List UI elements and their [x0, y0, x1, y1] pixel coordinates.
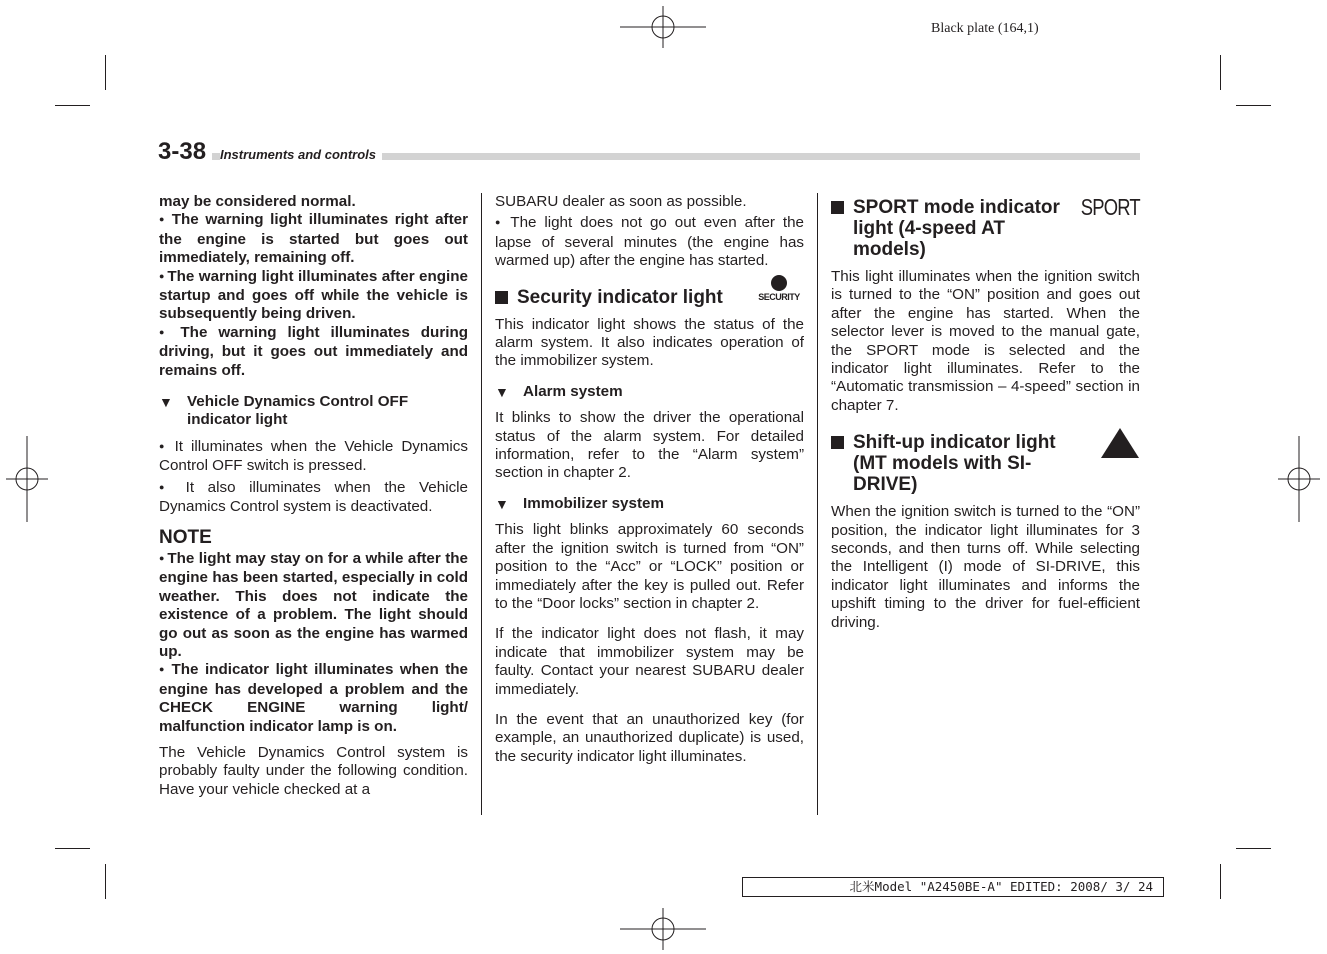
bullet-item: ● The light does not go out even after the lapse of several minutes (the engine has warmed up) after the engine has started. — [495, 214, 804, 270]
paragraph: If the indicator light does not flash, it may indicate that immobilizer system may be faulty. Contact your nearest SUBARU dealer immediately. — [495, 625, 804, 698]
security-indicator-icon: SECURITY — [754, 275, 804, 303]
bullet-item: ● It also illuminates when the Vehicle Dynamics Control system is deactivated. — [159, 479, 468, 517]
column-divider — [817, 193, 818, 815]
note-bullet: ● The indicator light illuminates when the engine has developed a problem and the CHECK ENGINE warning light/ malfunction indicator lamp is on. — [159, 661, 468, 736]
bullet-item: ● The warning light illuminates after engine startup and goes off while the vehicle is subsequently being driven. — [159, 268, 468, 324]
paragraph: This light blinks approximately 60 seconds after the ignition switch is turned from “ON” position to the “Acc” or “LOCK” position or immediately after the key is pulled out. Refer to the “Door locks” section in chapter 2. — [495, 521, 804, 612]
shift-up-triangle-icon — [1100, 426, 1140, 460]
registration-mark-left — [6, 436, 48, 522]
heading-shift-up: Shift-up indicator light (MT models with SI-DRIVE) — [831, 432, 1140, 495]
triangle-down-icon: ▼ — [159, 394, 173, 411]
paragraph: The Vehicle Dynamics Control system is probably faulty under the following condition. Have your vehicle checked at a — [159, 743, 468, 798]
footer-edit-label: 北米Model "A2450BE-A" EDITED: 2008/ 3/ 24 — [742, 877, 1164, 897]
registration-mark-bottom — [620, 908, 706, 950]
paragraph: In the event that an unauthorized key (for example, an unauthorized duplicate) is used, the security indicator light illuminates. — [495, 710, 804, 765]
triangle-down-icon: ▼ — [495, 495, 509, 512]
column-left — [159, 193, 468, 799]
paragraph: This light illuminates when the ignition switch is turned to the “ON” position and goes out after the engine has started. When the selector lever is moved to the manual gate, the SPORT mode is selected and the indicator light illuminates. Refer to the “Automatic transmission – 4-speed” section in chapter 7. — [831, 268, 1140, 414]
subheading-vdc: ▼ Vehicle Dynamics Control OFF indicator light — [159, 393, 409, 429]
sport-indicator-icon: SPORT — [1080, 194, 1140, 220]
column-divider — [481, 193, 482, 815]
paragraph: It blinks to show the driver the operational status of the alarm system. For detailed information, refer to the “Alarm system” section in chapter 2. — [495, 409, 804, 482]
square-bullet-icon — [495, 291, 508, 304]
section-title: Instruments and controls — [220, 147, 382, 162]
subheading-alarm: ▼ Alarm system — [495, 382, 623, 400]
bullet-item: ● It illuminates when the Vehicle Dynamics Control OFF switch is pressed. — [159, 438, 468, 476]
bullet-item: ● The warning light illuminates during driving, but it goes out immediately and remains off. — [159, 324, 468, 380]
registration-mark-top — [620, 6, 706, 48]
heading-sport: SPORT mode indicator light (4-speed AT models) SPORT — [831, 197, 1140, 260]
square-bullet-icon — [831, 436, 844, 449]
bullet-item: ● The warning light illuminates right after the engine is started but goes out immediately, remaining off. — [159, 211, 468, 267]
registration-mark-right — [1278, 436, 1320, 522]
note-bullet: ● The light may stay on for a while after the engine has been started, especially in cold weather. This does not indicate the existence of a problem. The light should go out as soon as the engine has warmed up. — [159, 550, 468, 661]
plate-label: Black plate (164,1) — [931, 21, 1039, 36]
subheading-immobilizer: ▼ Immobilizer system — [495, 494, 664, 512]
paragraph: may be considered normal. — [159, 193, 356, 210]
note-heading: NOTE — [159, 526, 212, 548]
paragraph: When the ignition switch is turned to the “ON” position, the indicator light illuminates for 3 seconds, and then turns off. While selecting the Intelligent (I) mode of SI-DRIVE, this indicator light illuminates and informs the upshift timing to the driver for fuel-efficient driving. — [831, 503, 1140, 631]
paragraph: SUBARU dealer as soon as possible. — [495, 193, 747, 210]
triangle-down-icon: ▼ — [495, 383, 509, 400]
column-middle — [495, 193, 804, 766]
paragraph: This indicator light shows the status of the alarm system. It also indicates operation of the immobilizer system. — [495, 315, 804, 370]
square-bullet-icon — [831, 201, 844, 214]
heading-security: Security indicator light SECURITY — [495, 287, 804, 308]
column-right — [831, 193, 1140, 632]
page-number: 3-38 — [158, 138, 212, 166]
